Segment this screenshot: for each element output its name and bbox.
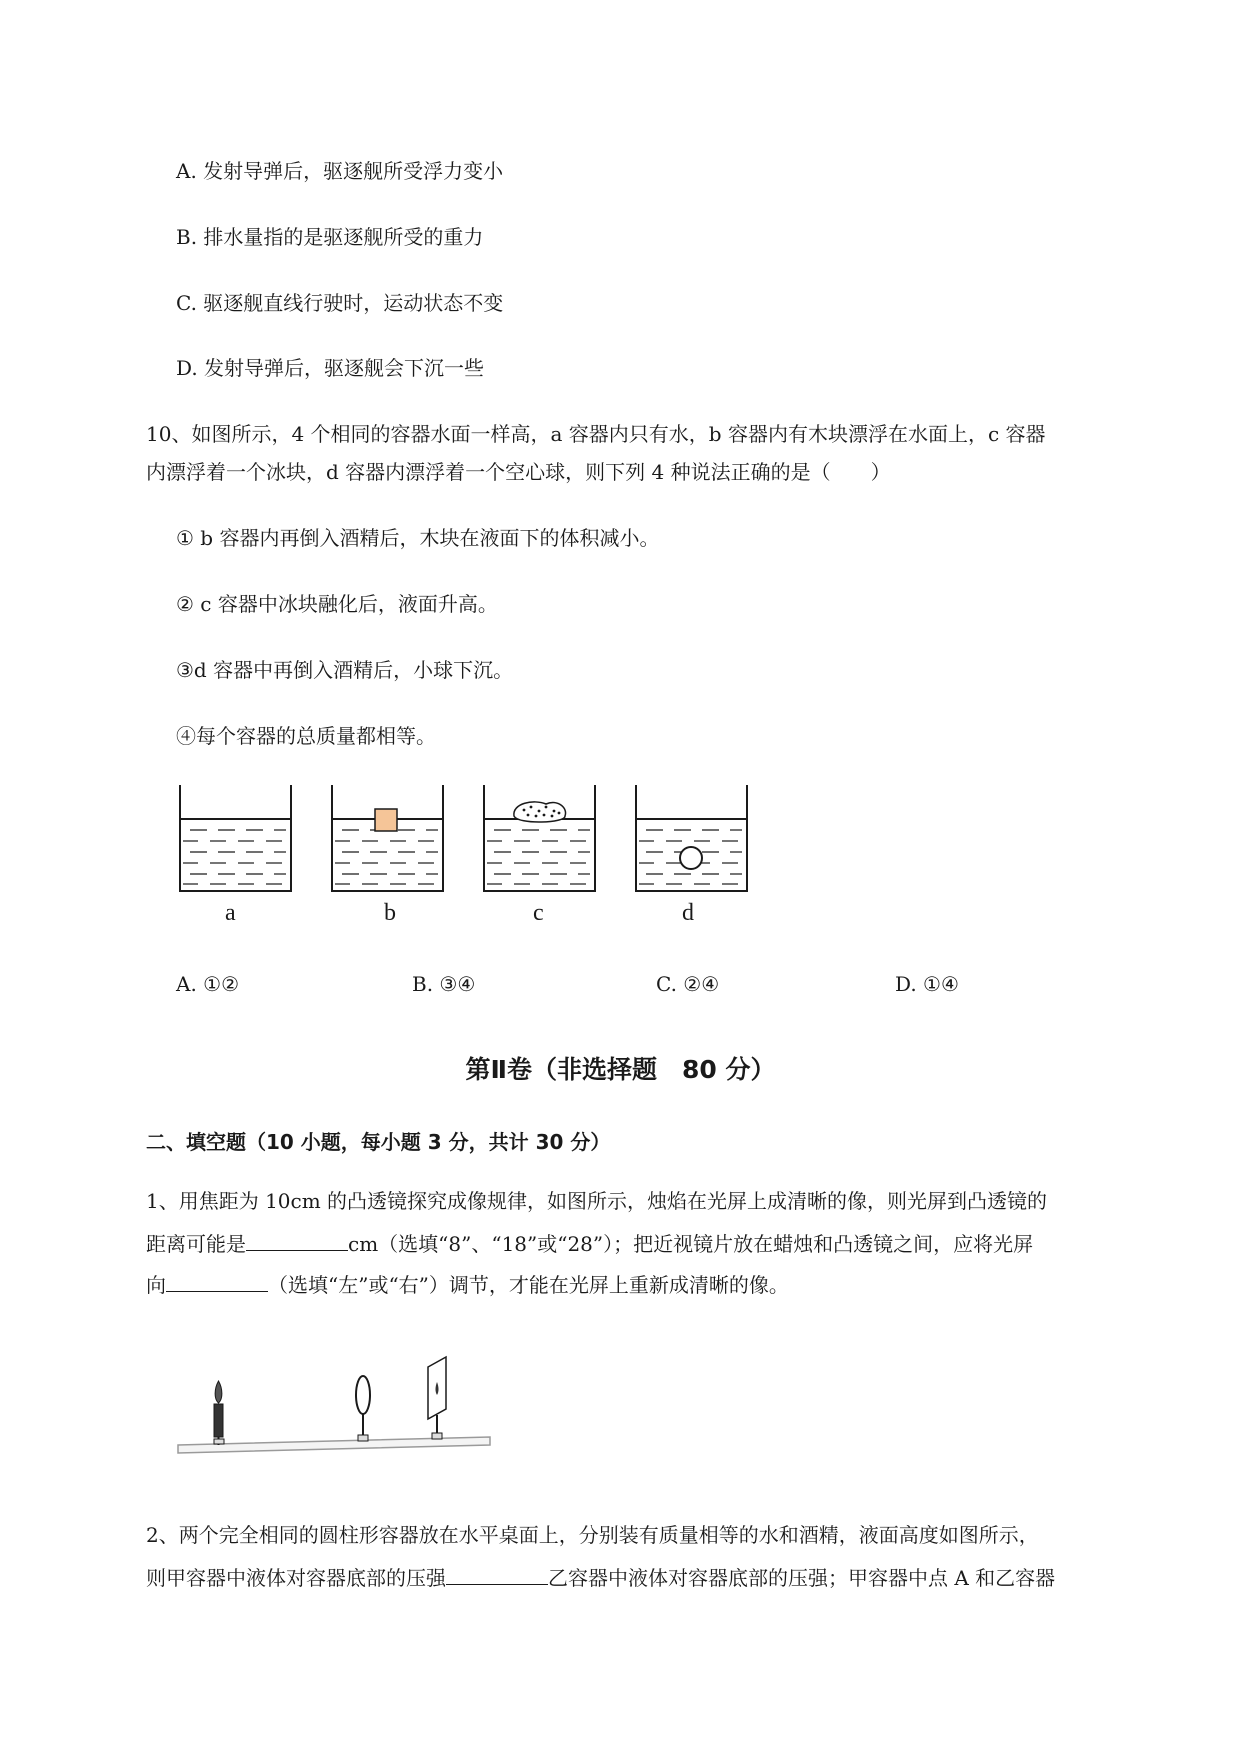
statement-4: ④每个容器的总质量都相等。 <box>176 724 436 748</box>
option-a: A. 发射导弹后，驱逐舰所受浮力变小 <box>176 159 504 183</box>
section-title: 第Ⅱ卷（非选择题 80 分） <box>465 1055 776 1084</box>
optical-bench <box>178 1437 490 1453</box>
container-label-b: b <box>384 900 396 926</box>
fill1-line3-post: （选填“左”或“右”）调节，才能在光屏上重新成清晰的像。 <box>268 1273 789 1297</box>
hollow-ball <box>680 847 702 869</box>
statement-3: ③d 容器中再倒入酒精后，小球下沉。 <box>176 658 514 682</box>
container-b <box>332 785 443 891</box>
answer-a: A. ①② <box>176 972 240 996</box>
convex-lens <box>356 1376 370 1441</box>
question-10-line2: 内漂浮着一个冰块，d 容器内漂浮着一个空心球，则下列 4 种说法正确的是（ ） <box>146 460 891 484</box>
fill1-line2-post: cm（选填“8”、“18”或“28”）；把近视镜片放在蜡烛和凸透镜之间，应将光屏 <box>348 1232 1034 1256</box>
container-label-a: a <box>225 900 236 926</box>
candle <box>214 1381 224 1445</box>
container-label-c: c <box>533 900 544 926</box>
containers-figure <box>170 785 770 900</box>
option-c: C. 驱逐舰直线行驶时，运动状态不变 <box>176 291 504 315</box>
statement-1: ① b 容器内再倒入酒精后，木块在液面下的体积减小。 <box>176 526 660 550</box>
statement-2: ② c 容器中冰块融化后，液面升高。 <box>176 592 498 616</box>
fill2-line1: 2、两个完全相同的圆柱形容器放在水平桌面上，分别装有质量相等的水和酒精，液面高度如图所示， <box>146 1523 1039 1547</box>
light-screen <box>428 1357 446 1439</box>
container-label-d: d <box>682 900 694 926</box>
fill2-line2-post: 乙容器中液体对容器底部的压强；甲容器中点 A 和乙容器 <box>548 1566 1056 1590</box>
answer-d: D. ①④ <box>895 972 959 996</box>
answer-blank-3[interactable] <box>446 1564 548 1585</box>
fill2-line2 <box>146 1564 1055 1590</box>
answer-blank-2[interactable] <box>166 1271 268 1292</box>
option-b: B. 排水量指的是驱逐舰所受的重力 <box>176 225 484 249</box>
fill1-line2-pre: 距离可能是 <box>146 1232 246 1256</box>
wood-block <box>375 809 397 831</box>
container-c <box>484 785 595 891</box>
fill1-line2 <box>146 1230 1033 1256</box>
question-10-line1: 10、如图所示，4 个相同的容器水面一样高，a 容器内只有水，b 容器内有木块漂浮在水面上，c 容器 <box>146 422 1046 446</box>
fill1-line3 <box>146 1271 789 1297</box>
container-a <box>180 785 291 891</box>
fill1-line3-pre: 向 <box>146 1273 166 1297</box>
answer-blank-1[interactable] <box>246 1230 348 1251</box>
container-d <box>636 785 747 891</box>
answer-b: B. ③④ <box>412 972 476 996</box>
option-d: D. 发射导弹后，驱逐舰会下沉一些 <box>176 356 485 380</box>
answer-c: C. ②④ <box>656 972 720 996</box>
fill-in-heading: 二、填空题（10 小题，每小题 3 分，共计 30 分） <box>146 1130 611 1154</box>
optical-bench-figure <box>170 1355 510 1465</box>
fill2-line2-pre: 则甲容器中液体对容器底部的压强 <box>146 1566 446 1590</box>
fill1-line1: 1、用焦距为 10cm 的凸透镜探究成像规律，如图所示，烛焰在光屏上成清晰的像，则光屏到凸透镜的 <box>146 1189 1048 1213</box>
